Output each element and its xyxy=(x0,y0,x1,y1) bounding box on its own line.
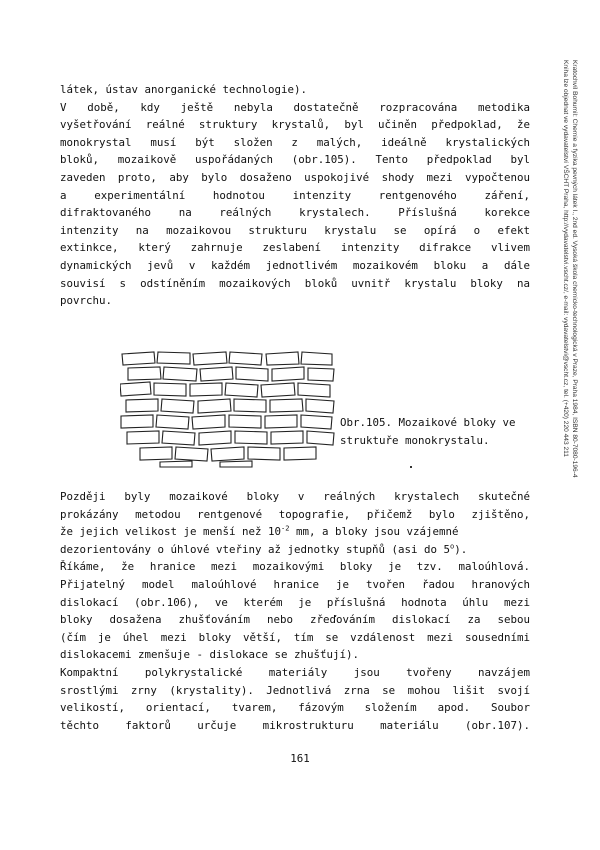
text-line: srostlými zrny (krystality). Jednotlivá zrna se mohou lišit svojí xyxy=(60,683,530,697)
text-line: povrchu. xyxy=(60,294,113,308)
text-line: dislokací (obr.106), ve kterém je příslušná hodnota úhlu mezi xyxy=(60,595,530,609)
text-line: Později byly mozaikové bloky v reálných krystalech skutečné xyxy=(60,490,530,503)
text-fragment: ). xyxy=(454,542,468,556)
text-line: velikostí, orientací, tvarem, fázovým složením apod. Soubor xyxy=(60,701,530,715)
text-line: extinkce, který zahrnuje zeslabení intenzity difrakce vlivem xyxy=(60,241,530,255)
paragraph-top xyxy=(60,81,530,310)
text-line: a experimentální hodnotou intenzity rentgenového záření, xyxy=(60,188,530,202)
text-line: dynamických jevů v každém jednotlivém mozaikovém bloku a dále xyxy=(60,258,530,272)
page-number: 161 xyxy=(290,752,310,765)
text-line: difraktovaného na reálných krystalech. Příslušná korekce xyxy=(60,206,530,220)
text-line: prokázány metodou rentgenové topografie, přičemž bylo zjištěno, xyxy=(60,507,530,521)
text-line: V době, kdy ještě nebyla dostatečně rozpracována metodika xyxy=(60,100,530,114)
side-note-line: Kratochvíl Bohumil: Chemie a fyzika pevných látek I., 2nd ed. Vysoká škola chemicko-technologická v Praze, Praha 1984, ISBN 80-7080-196-4 xyxy=(571,60,578,478)
mosaic-blocks-figure xyxy=(120,350,336,468)
superscript: -2 xyxy=(281,524,290,533)
text-fragment: že jejich velikost je menší než 10 xyxy=(60,525,282,539)
text-line: těchto faktorů určuje mikrostrukturu materiálu (obr.107). xyxy=(60,718,530,732)
text-line: zaveden proto, aby bylo dosaženo uspokojivé shody mezi vypočtenou xyxy=(60,170,530,184)
text-line: bloků, mozaikově uspořádaných (obr.105). Tento předpoklad byl xyxy=(60,153,530,167)
text-line: Kompaktní polykrystalické materiály jsou tvořeny navzájem xyxy=(60,665,530,679)
paragraph-bottom xyxy=(60,488,530,734)
side-note xyxy=(559,60,578,620)
text-fragment: mm, a bloky jsou vzájemné xyxy=(289,525,459,539)
figure-caption xyxy=(340,414,540,450)
text-line xyxy=(60,523,530,541)
text-line: (čím je úhel mezi bloky větší, tím se vzdálenost mezi sousedními xyxy=(60,630,530,644)
superscript: o xyxy=(450,542,455,551)
caption-line: Obr.105. Mozaikové bloky ve xyxy=(340,416,516,429)
text-line xyxy=(60,541,530,559)
text-fragment: dezorientovány o úhlové vteřiny až jednotky stupňů (asi do 5 xyxy=(60,542,451,556)
text-line: vyšetřování reálné struktury krystalů, byl učiněn předpoklad, že xyxy=(60,118,530,132)
text-line: intenzity na mozaikovou strukturu krystalu se opírá o efekt xyxy=(60,223,530,237)
text-line: Přijatelný model maloúhlové hranice je tvořen řadou hranových xyxy=(60,577,530,591)
text-line: látek, ústav anorganické technologie). xyxy=(60,83,308,96)
text-line: souvisí s odstíněním mozaikových bloků uvnitř krystalu bloky na xyxy=(60,276,530,290)
text-line: dislokacemi zmenšuje - dislokace se zhušťují). xyxy=(60,648,360,662)
text-line: monokrystal musí být složen z malých, ideálně krystalických xyxy=(60,135,530,149)
stray-dot xyxy=(410,466,412,468)
text-line: bloky dosažena zhušťováním nebo zřeďováním dislokací za sebou xyxy=(60,613,530,627)
side-note-line: Kniha lze objednat ve vydavatelství VŠCHT Praha, http://vydavatelstvi.vscht.cz/, e-mail: vydavatelstvi@vscht.cz, tel. (+420) 220 443 211 xyxy=(562,60,569,457)
text-line: Říkáme, že hranice mezi mozaikovými bloky je tzv. maloúhlová. xyxy=(60,560,530,574)
caption-line: struktuře monokrystalu. xyxy=(340,434,490,447)
